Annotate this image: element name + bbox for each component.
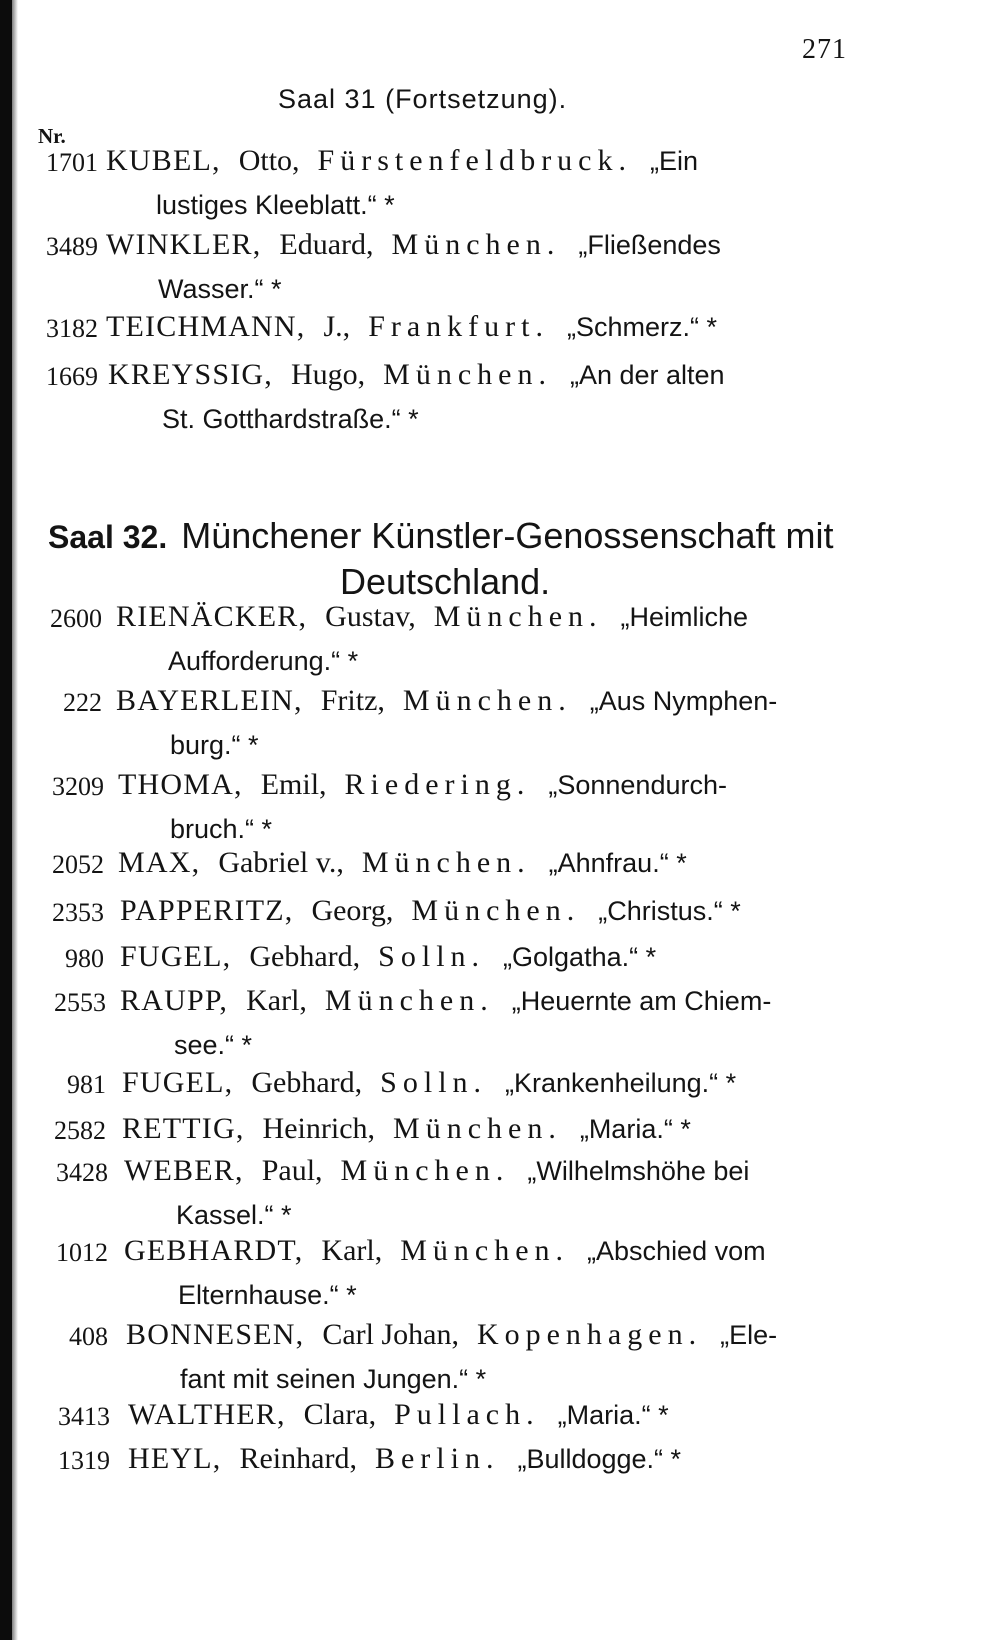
entry-main-line xyxy=(116,678,777,724)
artist-given-name: Emil, xyxy=(260,768,327,801)
entry-main-line xyxy=(124,1148,749,1194)
section-32-title-line1: Münchener Künstler-Genossenschaft mit xyxy=(181,515,834,556)
artwork-title: „An der alten xyxy=(569,360,725,390)
artwork-title: „Heimliche xyxy=(620,602,749,632)
artist-given-name: J., xyxy=(323,310,351,343)
artist-location: München. xyxy=(324,984,494,1017)
artist-given-name: Karl, xyxy=(246,984,307,1017)
catalogue-number: 3182 xyxy=(46,314,98,343)
artist-location: München. xyxy=(340,1154,510,1187)
catalogue-number: 3413 xyxy=(58,1402,110,1431)
catalogue-number: 222 xyxy=(63,688,102,717)
artist-given-name: Georg, xyxy=(311,894,394,927)
artist-surname: RIENÄCKER, xyxy=(116,600,308,633)
entry-main-line xyxy=(128,1436,681,1482)
artist-surname: PAPPERITZ, xyxy=(120,894,294,927)
artist-location: München. xyxy=(402,684,572,717)
entry-main-line xyxy=(120,978,771,1024)
artist-location: Frankfurt. xyxy=(368,310,549,343)
artist-surname: FUGEL, xyxy=(122,1066,234,1099)
artwork-title: „Heuernte am Chiem- xyxy=(511,986,772,1016)
artist-surname: WALTHER, xyxy=(128,1398,286,1431)
number-column-label: Nr. xyxy=(38,124,66,148)
artist-surname: WEBER, xyxy=(124,1154,244,1187)
entry-main-line xyxy=(106,222,721,268)
catalogue-number: 1012 xyxy=(56,1238,108,1267)
artwork-title: „Maria.“ * xyxy=(579,1114,691,1144)
artist-given-name: Paul, xyxy=(261,1154,323,1187)
entry-main-line xyxy=(126,1312,777,1358)
artwork-title: „Bulldogge.“ * xyxy=(517,1444,682,1474)
artist-surname: FUGEL, xyxy=(120,940,232,973)
artwork-title-continuation: Aufforderung.“ * xyxy=(168,646,359,676)
artist-surname: KREYSSIG, xyxy=(108,358,273,391)
catalogue-number: 3209 xyxy=(52,772,104,801)
artwork-title: „Maria.“ * xyxy=(557,1400,669,1430)
artist-surname: THOMA, xyxy=(118,768,243,801)
artist-surname: GEBHARDT, xyxy=(124,1234,304,1267)
artwork-title: „Sonnendurch- xyxy=(548,770,727,800)
artist-surname: HEYL, xyxy=(128,1442,222,1475)
entry-main-line xyxy=(120,888,741,934)
section-32-number: Saal 32. xyxy=(48,519,168,555)
page-number: 271 xyxy=(802,34,847,65)
artwork-title: „Christus.“ * xyxy=(598,896,741,926)
entry-main-line xyxy=(128,1392,669,1438)
catalogue-number: 408 xyxy=(69,1322,108,1351)
entry-main-line xyxy=(108,352,725,398)
artist-location: Pullach. xyxy=(394,1398,540,1431)
entry-main-line xyxy=(106,138,698,184)
catalogue-number: 981 xyxy=(67,1070,106,1099)
catalogue-number: 3489 xyxy=(46,232,98,261)
artwork-title: „Schmerz.“ * xyxy=(567,312,718,342)
catalogue-number: 1319 xyxy=(58,1446,110,1475)
catalogue-number: 2582 xyxy=(54,1116,106,1145)
catalogue-number: 3428 xyxy=(56,1158,108,1187)
artist-location: Kopenhagen. xyxy=(476,1318,703,1351)
artwork-title: „Krankenheilung.“ * xyxy=(505,1068,737,1098)
catalogue-number: 2553 xyxy=(54,988,106,1017)
artist-surname: RETTIG, xyxy=(122,1112,245,1145)
artist-surname: TEICHMANN, xyxy=(106,310,306,343)
artist-given-name: Gabriel v., xyxy=(218,846,344,879)
artist-location: Riedering. xyxy=(344,768,531,801)
artwork-title: „Aus Nymphen- xyxy=(589,686,778,716)
catalogue-number: 2353 xyxy=(52,898,104,927)
artist-location: München. xyxy=(393,1112,562,1145)
catalogue-number: 1701 xyxy=(46,148,98,177)
artwork-title-continuation: see.“ * xyxy=(174,1030,253,1060)
entry-main-line xyxy=(116,594,748,640)
entry-main-line xyxy=(122,1060,736,1106)
entry-main-line xyxy=(118,840,687,886)
catalogue-number: 2052 xyxy=(52,850,104,879)
artist-location: München. xyxy=(361,846,531,879)
artist-given-name: Otto, xyxy=(238,144,300,177)
entry-main-line xyxy=(106,304,717,350)
entry-main-line xyxy=(122,1106,691,1152)
artist-given-name: Carl Johan, xyxy=(322,1318,459,1351)
artwork-title-continuation: burg.“ * xyxy=(170,730,259,760)
artist-location: München. xyxy=(391,228,561,261)
artist-given-name: Gebhard, xyxy=(251,1066,363,1099)
artist-surname: RAUPP, xyxy=(120,984,229,1017)
artwork-title: „Abschied vom xyxy=(587,1236,766,1266)
artist-surname: WINKLER, xyxy=(106,228,262,261)
artist-given-name: Reinhard, xyxy=(239,1442,357,1475)
artist-location: München. xyxy=(383,358,552,391)
artist-given-name: Clara, xyxy=(303,1398,377,1431)
artwork-title-continuation: St. Gotthardstraße.“ * xyxy=(162,404,419,434)
artist-surname: KUBEL, xyxy=(106,144,221,177)
artist-given-name: Gustav, xyxy=(325,600,416,633)
artist-given-name: Heinrich, xyxy=(262,1112,376,1145)
artist-surname: BONNESEN, xyxy=(126,1318,305,1351)
entry-main-line xyxy=(118,762,727,808)
artwork-title: „Ele- xyxy=(720,1320,778,1350)
entry-main-line xyxy=(120,934,656,980)
artwork-title: „Fließendes xyxy=(578,230,721,260)
artwork-title-continuation: Wasser.“ * xyxy=(158,274,282,304)
artwork-title-continuation: fant mit seinen Jungen.“ * xyxy=(180,1364,487,1394)
artist-given-name: Eduard, xyxy=(279,228,374,261)
artwork-title: „Golgatha.“ * xyxy=(503,942,657,972)
artist-location: Solln. xyxy=(378,940,486,973)
artist-surname: BAYERLEIN, xyxy=(116,684,303,717)
artist-given-name: Gebhard, xyxy=(249,940,361,973)
artwork-title-continuation: Kassel.“ * xyxy=(176,1200,292,1230)
entry-main-line xyxy=(124,1228,766,1274)
catalogue-number: 2600 xyxy=(50,604,102,633)
artwork-title: „Ahnfrau.“ * xyxy=(548,848,687,878)
artist-given-name: Hugo, xyxy=(291,358,366,391)
artwork-title-continuation: Elternhause.“ * xyxy=(178,1280,357,1310)
artist-location: Berlin. xyxy=(374,1442,500,1475)
section-32-heading xyxy=(48,512,948,602)
section-32-title-line2: Deutschland. xyxy=(340,561,551,602)
catalogue-number: 1669 xyxy=(46,362,98,391)
artwork-title-continuation: lustiges Kleeblatt.“ * xyxy=(156,190,395,220)
artist-location: Fürstenfeldbruck. xyxy=(317,144,632,177)
artist-location: München. xyxy=(411,894,581,927)
artwork-title: „Ein xyxy=(650,146,699,176)
artist-given-name: Karl, xyxy=(321,1234,383,1267)
artist-location: München. xyxy=(433,600,603,633)
artwork-title-continuation: bruch.“ * xyxy=(170,814,273,844)
artist-location: München. xyxy=(400,1234,570,1267)
artist-given-name: Fritz, xyxy=(320,684,385,717)
catalogue-number: 980 xyxy=(65,944,104,973)
running-head: Saal 31 (Fortsetzung). xyxy=(278,84,568,114)
artist-surname: MAX, xyxy=(118,846,201,879)
artist-location: Solln. xyxy=(380,1066,488,1099)
artwork-title: „Wilhelmshöhe bei xyxy=(527,1156,750,1186)
